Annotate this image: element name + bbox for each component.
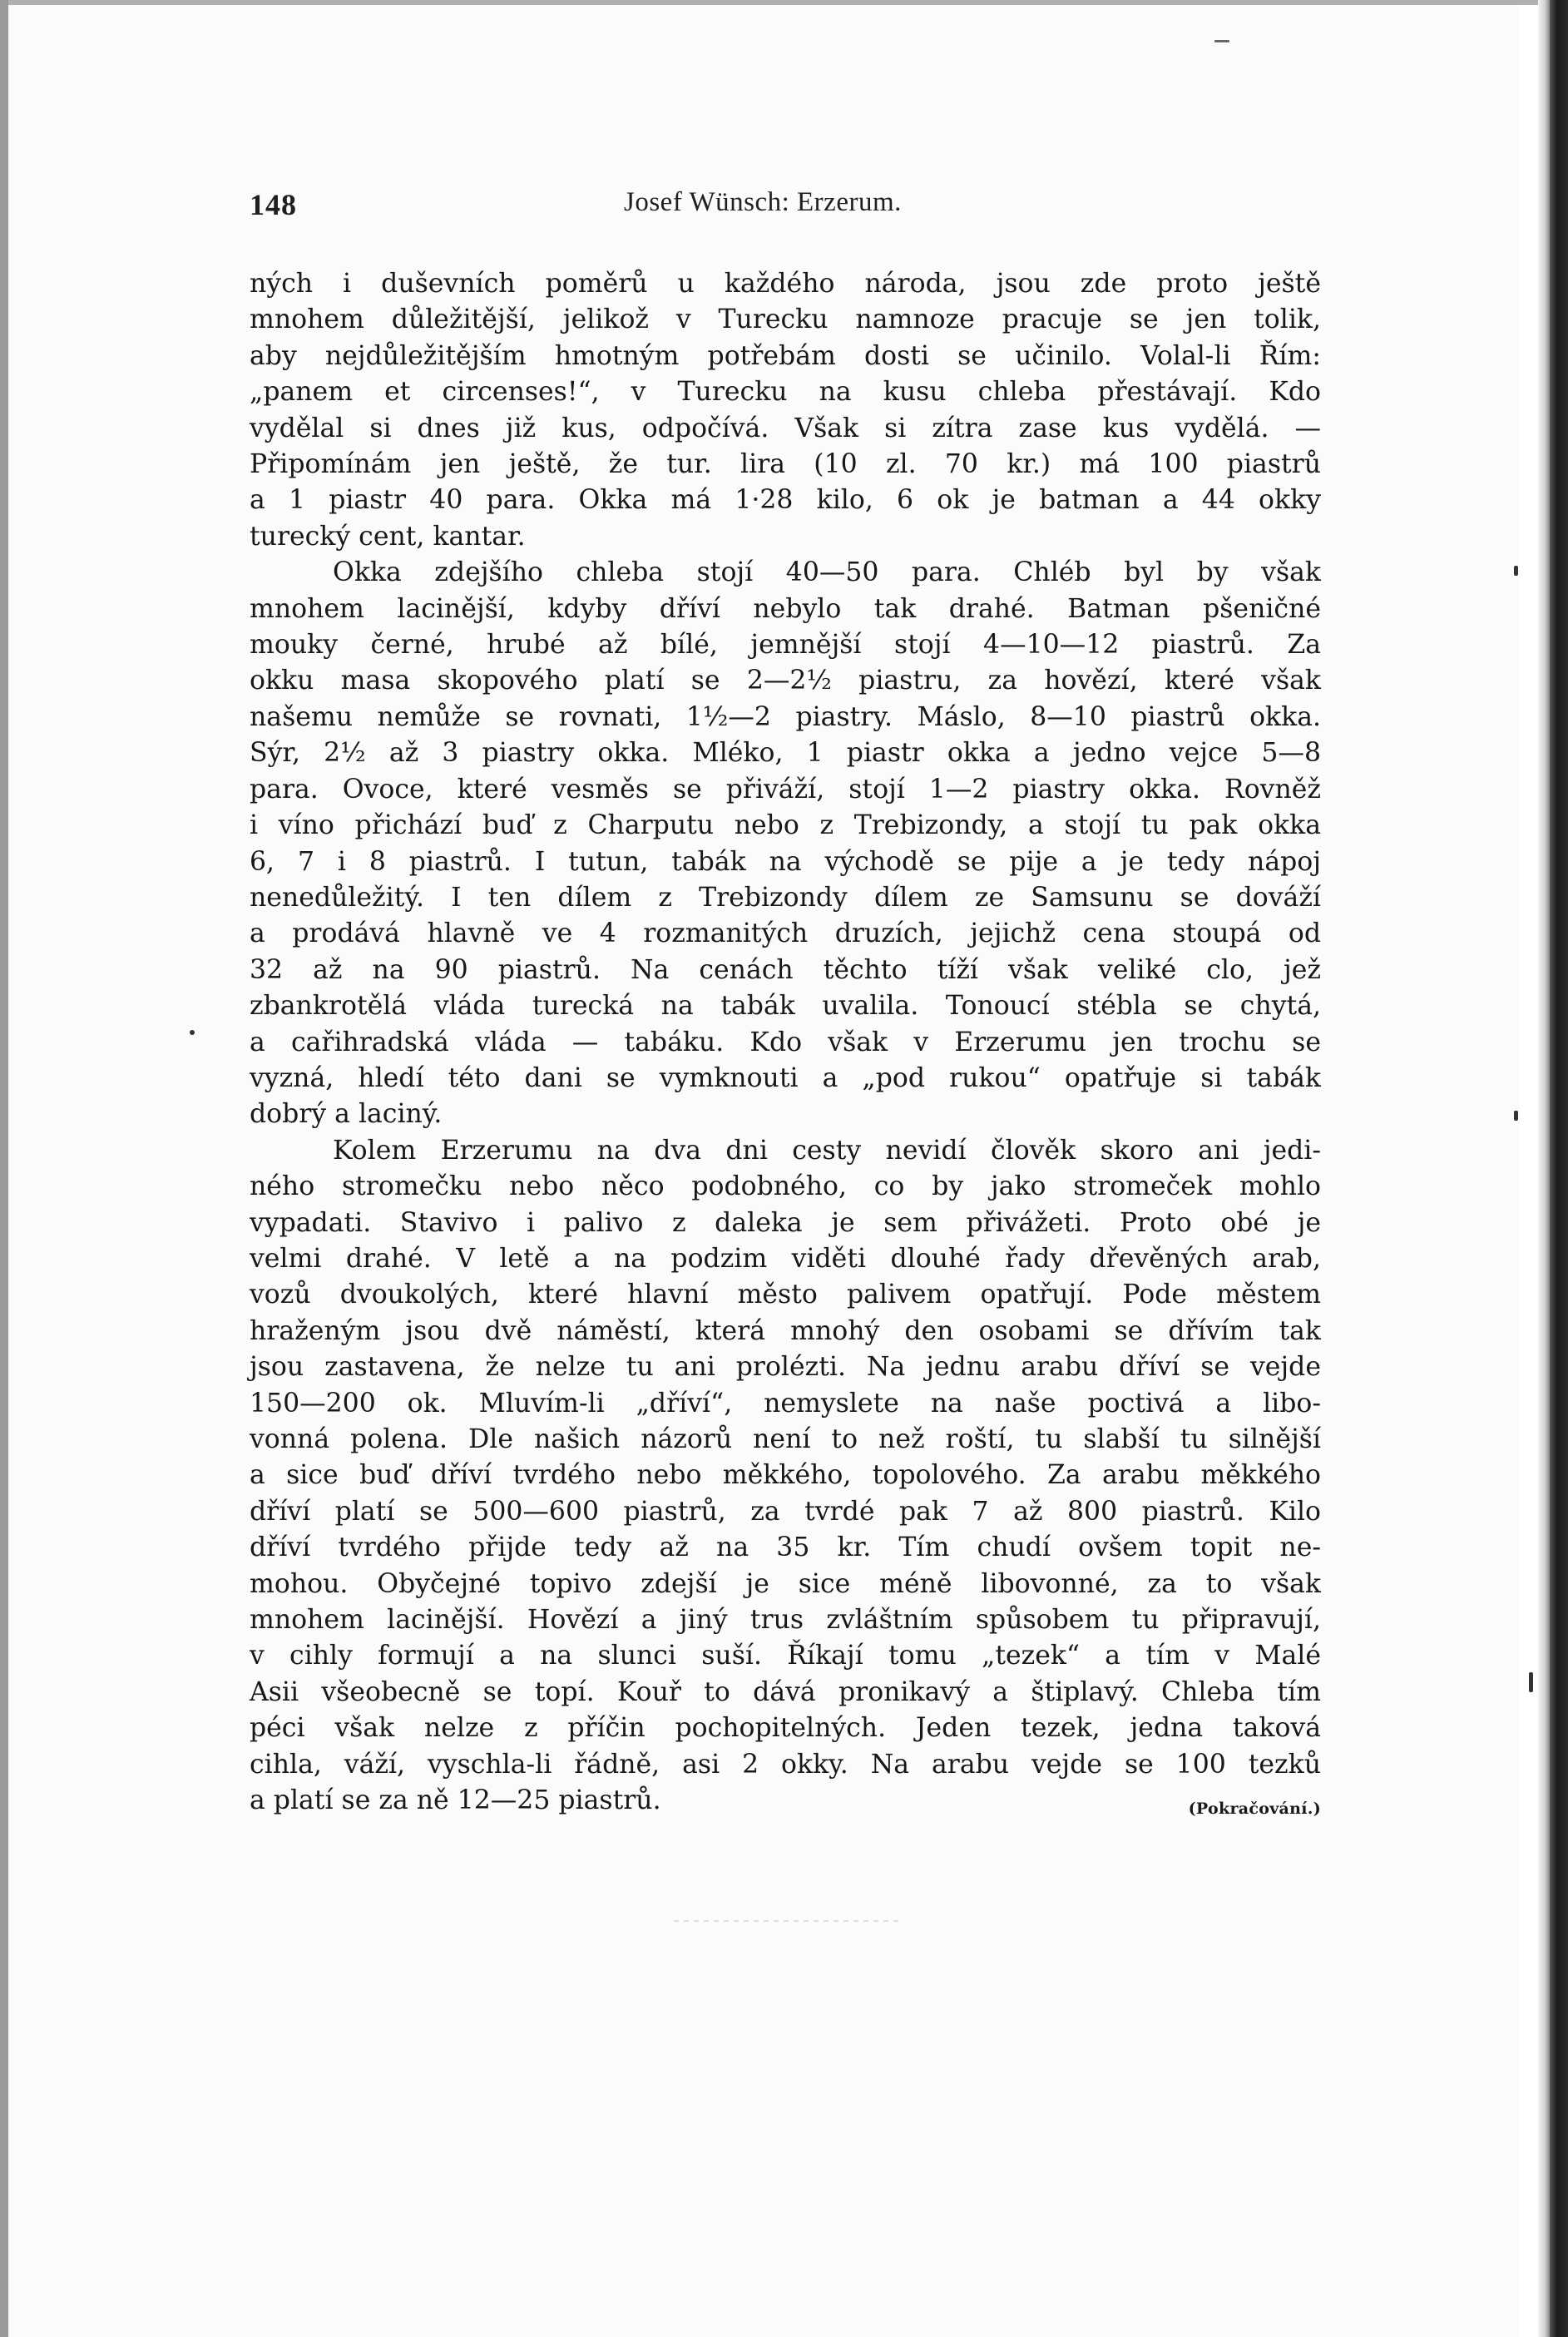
- speck: [1529, 1672, 1533, 1692]
- text-line: i víno přichází buď z Charputu nebo z Trebizondy, a stojí tu pak okka: [250, 810, 1321, 841]
- page-header: [250, 187, 1323, 229]
- text-line: v cihly formují a na slunci suší. Říkají tomu „tezek“ a tím v Malé: [250, 1641, 1321, 1671]
- text-line: ného stromečku nebo něco podobného, co by jako stromeček mohlo: [250, 1171, 1321, 1202]
- text-line: nenedůležitý. I ten dílem z Trebizondy dílem ze Samsunu se dováží: [250, 882, 1321, 913]
- text-line: 150—200 ok. Mluvím-li „dříví“, nemyslete na naše poctivá a libo-: [250, 1388, 1321, 1419]
- text-line: jsou zastavena, že nelze tu ani prolézti. Na jednu arabu dříví se vejde: [250, 1352, 1321, 1383]
- running-head: Josef Wünsch: Erzerum.: [624, 187, 902, 217]
- continued-note: (Pokračování.): [1188, 1800, 1321, 1819]
- text-line: dříví platí se 500—600 piastrů, za tvrdé pak 7 až 800 piastrů. Kilo: [250, 1496, 1321, 1527]
- text-line: a sice buď dříví tvrdého nebo měkkého, topolového. Za arabu měkkého: [250, 1460, 1321, 1491]
- text-line: mnohem důležitější, jelikož v Turecku namnoze pracuje se jen tolik,: [250, 305, 1321, 335]
- text-line: našemu nemůže se rovnati, 1½—2 piastry. Máslo, 8—10 piastrů okka.: [250, 701, 1321, 732]
- text-line: 6, 7 i 8 piastrů. I tutun, tabák na východě se pije a je tedy nápoj: [250, 846, 1321, 877]
- text-line: mnohem lacinější. Hovězí a jiný trus zvláštním spůsobem tu připravují,: [250, 1605, 1321, 1636]
- text-line: Připomínám jen ještě, že tur. lira (10 zl. 70 kr.) má 100 piastrů: [250, 449, 1321, 480]
- text-line: 32 až na 90 piastrů. Na cenách těchto tíží však veliké clo, jež: [250, 954, 1321, 985]
- text-line: cihla, váží, vyschla-li řádně, asi 2 okky. Na arabu vejde se 100 tezků: [250, 1749, 1321, 1780]
- text-line: vozů dvoukolých, které hlavní město palivem opatřují. Pode městem: [250, 1280, 1321, 1310]
- text-line: mouky černé, hrubé až bílé, jemnější stojí 4—10—12 piastrů. Za: [250, 630, 1321, 661]
- text-line: turecký cent, kantar.: [250, 521, 526, 552]
- body-text: [250, 266, 1321, 1827]
- text-line: Kolem Erzerumu na dva dni cesty nevidí člověk skoro ani jedi-: [333, 1135, 1321, 1166]
- text-line: zbankrotělá vláda turecká na tabák uvalila. Tonoucí stébla se chytá,: [250, 991, 1321, 1022]
- scan-frame-page-edge: [1538, 0, 1550, 2337]
- text-line: vyzná, hledí této dani se vymknouti a „pod rukou“ opatřuje si tabák: [250, 1062, 1321, 1093]
- text-line: vonná polena. Dle našich názorů není to než roští, tu slabší tu silnější: [250, 1424, 1321, 1454]
- text-line: aby nejdůležitějším hmotným potřebám dosti se učinilo. Volal-li Řím:: [250, 340, 1321, 371]
- text-line: dobrý a laciný.: [250, 1099, 443, 1130]
- text-line: mohou. Obyčejné topivo zdejší je sice méně libovonné, za to však: [250, 1568, 1321, 1599]
- speck: [190, 1030, 195, 1035]
- speck: [1214, 40, 1229, 42]
- text-line: vydělal si dnes již kus, odpočívá. Však si zítra zase kus vydělá. —: [250, 413, 1321, 443]
- text-line: para. Ovoce, které vesměs se přiváží, stojí 1—2 piastry okka. Rovněž: [250, 774, 1321, 805]
- page-number: 148: [250, 188, 297, 221]
- text-line: ných i duševních poměrů u každého národa, jsou zde proto ještě: [250, 269, 1321, 299]
- text-line: vypadati. Stavivo i palivo z daleka je sem přivážeti. Proto obé je: [250, 1207, 1321, 1238]
- text-line: a cařihradská vláda — tabáku. Kdo však v Erzerumu jen trochu se: [250, 1027, 1321, 1057]
- speck: [1514, 1111, 1518, 1121]
- text-line: péci však nelze z příčin pochopitelných. Jeden tezek, jedna taková: [250, 1713, 1321, 1744]
- text-line: „panem et circenses!“, v Turecku na kusu chleba přestávají. Kdo: [250, 377, 1321, 408]
- text-line: a platí se za ně 12—25 piastrů. (Pokračování.): [250, 1783, 1321, 1819]
- faint-rule: [674, 1920, 903, 1922]
- text-line: Asii všeobecně se topí. Kouř to dává pronikavý a štiplavý. Chleba tím: [250, 1676, 1321, 1707]
- text-line: a 1 piastr 40 para. Okka má 1·28 kilo, 6 ok je batman a 44 okky: [250, 485, 1321, 516]
- text-line: velmi drahé. V letě a na podzim viděti dlouhé řady dřevěných arab,: [250, 1243, 1321, 1274]
- text-line: a prodává hlavně ve 4 rozmanitých druzích, jejichž cena stoupá od: [250, 918, 1321, 949]
- text-line: Okka zdejšího chleba stojí 40—50 para. Chléb byl by však: [333, 557, 1321, 588]
- text-line: mnohem lacinější, kdyby dříví nebylo tak drahé. Batman pšeničné: [250, 593, 1321, 624]
- speck: [1514, 566, 1518, 576]
- scan-frame-left: [0, 0, 8, 2337]
- text-line: dříví tvrdého přijde tedy až na 35 kr. Tím chudí ovšem topit ne-: [250, 1532, 1321, 1563]
- scan-frame-right: [1550, 0, 1568, 2337]
- text-line: hraženým jsou dvě náměstí, která mnohý den osobami se dřívím tak: [250, 1315, 1321, 1346]
- text-line: Sýr, 2½ až 3 piastry okka. Mléko, 1 piastr okka a jedno vejce 5—8: [250, 738, 1321, 769]
- text-line: okku masa skopového platí se 2—2½ piastru, za hovězí, které však: [250, 666, 1321, 696]
